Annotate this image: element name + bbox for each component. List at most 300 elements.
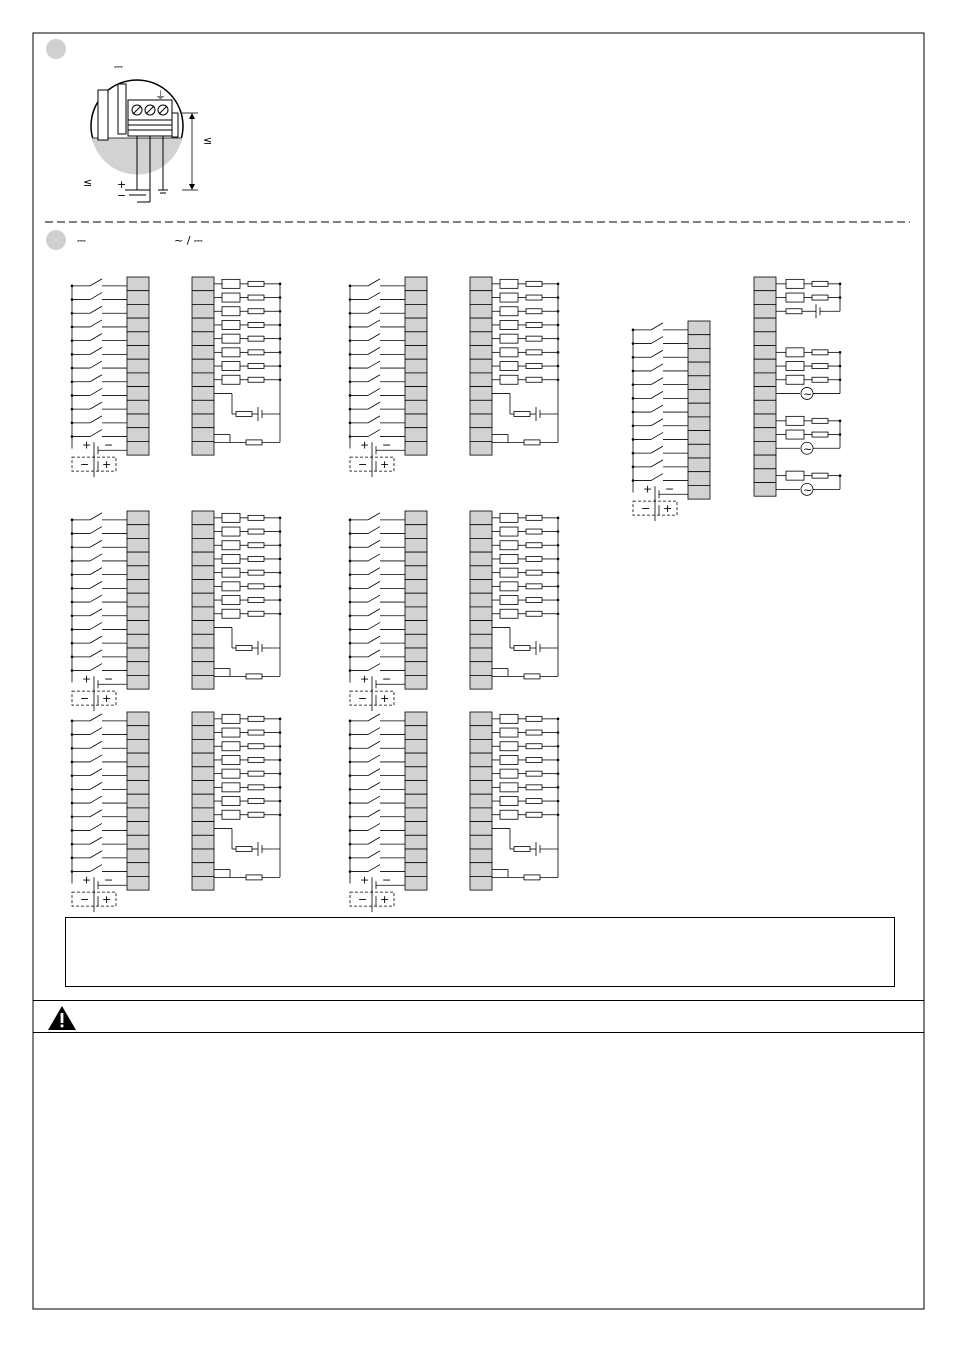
- load-box: [786, 348, 804, 357]
- terminal: [127, 849, 149, 863]
- wire: [368, 650, 380, 657]
- fuse: [526, 515, 542, 520]
- dc-symbol-top: ⎓: [114, 60, 123, 73]
- terminal: [127, 822, 149, 836]
- wire: [368, 664, 380, 671]
- wire: [90, 293, 102, 300]
- terminal: [405, 304, 427, 318]
- terminal: [470, 387, 492, 401]
- plus-sign: +: [82, 438, 92, 452]
- load-box: [786, 430, 804, 439]
- wire: [90, 714, 102, 721]
- terminal: [754, 277, 776, 291]
- terminal: [127, 359, 149, 373]
- minus-sign: −: [80, 458, 90, 472]
- terminal: [754, 455, 776, 469]
- fuse: [248, 556, 264, 561]
- fuse: [526, 611, 542, 616]
- fuse: [526, 757, 542, 762]
- wire: [90, 622, 102, 629]
- fuse: [248, 771, 264, 776]
- terminal: [127, 739, 149, 753]
- terminal: [405, 712, 427, 726]
- terminal: [405, 634, 427, 648]
- wire: [368, 334, 380, 341]
- load-box: [500, 797, 518, 806]
- terminal: [470, 675, 492, 689]
- terminal: [754, 428, 776, 442]
- terminal: [192, 781, 214, 795]
- terminal: [405, 675, 427, 689]
- terminal: [127, 277, 149, 291]
- minus-sign: −: [80, 692, 90, 706]
- fuse: [526, 570, 542, 575]
- terminal: [127, 291, 149, 305]
- fuse: [526, 730, 542, 735]
- terminal: [405, 876, 427, 890]
- terminal: [470, 318, 492, 332]
- terminal: [470, 863, 492, 877]
- terminal: [127, 387, 149, 401]
- wiring-diagrams: [71, 277, 842, 912]
- max-length-symbol-left: ≤: [83, 176, 93, 189]
- minus-sign: −: [382, 873, 392, 887]
- warning-bar: [33, 1000, 924, 1033]
- plus-sign: +: [380, 692, 390, 706]
- terminal: [127, 835, 149, 849]
- terminal: [470, 726, 492, 740]
- fuse: [524, 674, 540, 679]
- fuse: [526, 350, 542, 355]
- terminal: [405, 781, 427, 795]
- fuse: [246, 674, 262, 679]
- wire: [368, 823, 380, 830]
- terminal: [470, 781, 492, 795]
- terminal: [127, 794, 149, 808]
- terminal: [405, 318, 427, 332]
- load-box: [500, 609, 518, 618]
- terminal: [192, 822, 214, 836]
- plus-sign: +: [360, 672, 370, 686]
- terminal: [754, 387, 776, 401]
- wire: [368, 581, 380, 588]
- terminal: [192, 593, 214, 607]
- terminal: [688, 335, 710, 349]
- fuse: [526, 799, 542, 804]
- fuse: [248, 716, 264, 721]
- wire: [90, 810, 102, 817]
- fuse: [248, 757, 264, 762]
- load-box: [222, 783, 240, 792]
- terminal: [405, 593, 427, 607]
- terminal: [192, 634, 214, 648]
- terminal: [127, 511, 149, 525]
- output-module: [470, 277, 559, 455]
- terminal: [192, 675, 214, 689]
- load-box: [222, 348, 240, 357]
- fuse: [526, 744, 542, 749]
- terminal: [127, 580, 149, 594]
- fuse: [526, 785, 542, 790]
- terminal: [405, 753, 427, 767]
- terminal: [405, 525, 427, 539]
- wire: [651, 337, 663, 344]
- load-box: [500, 362, 518, 371]
- plus-sign: +: [102, 692, 112, 706]
- max-length-symbol-right: ≤: [203, 134, 213, 147]
- fuse: [526, 556, 542, 561]
- load-box: [222, 596, 240, 605]
- wire: [651, 378, 663, 385]
- wire: [90, 650, 102, 657]
- fuse: [526, 322, 542, 327]
- terminal: [192, 304, 214, 318]
- wire: [90, 796, 102, 803]
- terminal: [470, 277, 492, 291]
- wire: [651, 364, 663, 371]
- load-box: [500, 320, 518, 329]
- fuse: [236, 646, 252, 651]
- terminal: [754, 373, 776, 387]
- fuse: [248, 584, 264, 589]
- terminal: [688, 321, 710, 335]
- fuse: [526, 336, 542, 341]
- output-module: [470, 511, 559, 689]
- terminal: [405, 822, 427, 836]
- load-box: [500, 348, 518, 357]
- terminal: [688, 362, 710, 376]
- terminal: [192, 662, 214, 676]
- wire: [368, 416, 380, 423]
- wire: [368, 769, 380, 776]
- terminal: [754, 346, 776, 360]
- wire: [90, 741, 102, 748]
- load-box: [222, 554, 240, 563]
- terminal: [470, 794, 492, 808]
- load-box: [786, 471, 804, 480]
- load-box: [786, 375, 804, 384]
- terminal: [192, 359, 214, 373]
- terminal: [688, 485, 710, 499]
- terminal: [470, 662, 492, 676]
- wire: [651, 432, 663, 439]
- terminal: [470, 739, 492, 753]
- minus-sign: −: [358, 893, 368, 907]
- terminal: [127, 538, 149, 552]
- terminal: [470, 525, 492, 539]
- terminal: [470, 753, 492, 767]
- terminal: [127, 726, 149, 740]
- wire: [651, 446, 663, 453]
- wire: [368, 636, 380, 643]
- terminal: [688, 472, 710, 486]
- wire: [368, 796, 380, 803]
- load-box: [500, 769, 518, 778]
- fuse: [526, 543, 542, 548]
- fuse: [526, 309, 542, 314]
- wire: [90, 851, 102, 858]
- terminal: [192, 726, 214, 740]
- output-module: [192, 712, 281, 890]
- load-box: [222, 769, 240, 778]
- terminal: [754, 318, 776, 332]
- terminal: [127, 525, 149, 539]
- minus-sign: −: [104, 438, 114, 452]
- terminal: [470, 346, 492, 360]
- fuse: [248, 730, 264, 735]
- terminal: [192, 794, 214, 808]
- wire: [90, 782, 102, 789]
- ac-output-module: [754, 277, 841, 496]
- terminal: [127, 414, 149, 428]
- terminal: [405, 566, 427, 580]
- wire: [90, 554, 102, 561]
- terminal: [127, 332, 149, 346]
- fuse: [236, 847, 252, 852]
- load-box: [786, 362, 804, 371]
- terminal: [470, 304, 492, 318]
- terminal: [192, 318, 214, 332]
- fuse: [514, 412, 530, 417]
- terminal: [192, 428, 214, 442]
- terminal: [405, 863, 427, 877]
- fuse: [248, 570, 264, 575]
- minus-sign: −: [358, 458, 368, 472]
- wire: [368, 568, 380, 575]
- load-box: [500, 279, 518, 288]
- minus-sign: −: [104, 873, 114, 887]
- wire: [368, 755, 380, 762]
- terminal: [754, 304, 776, 318]
- minus-sign: −: [665, 482, 675, 496]
- fuse: [812, 281, 828, 286]
- wire: [90, 823, 102, 830]
- wire: [90, 581, 102, 588]
- fuse: [248, 598, 264, 603]
- load-box: [500, 541, 518, 550]
- wire: [90, 320, 102, 327]
- load-box: [500, 755, 518, 764]
- terminal: [405, 346, 427, 360]
- terminal: [192, 739, 214, 753]
- terminal: [192, 346, 214, 360]
- terminal: [127, 552, 149, 566]
- load-box: [786, 279, 804, 288]
- terminal: [470, 552, 492, 566]
- terminal: [754, 400, 776, 414]
- fuse: [526, 771, 542, 776]
- terminal: [405, 808, 427, 822]
- minus-sign: −: [104, 672, 114, 686]
- terminal: [470, 849, 492, 863]
- wire: [651, 460, 663, 467]
- wire: [368, 865, 380, 872]
- wire: [368, 320, 380, 327]
- terminal: [470, 414, 492, 428]
- wire: [651, 405, 663, 412]
- wire: [368, 609, 380, 616]
- wire: [368, 293, 380, 300]
- fuse: [248, 785, 264, 790]
- terminal: [192, 753, 214, 767]
- wire: [90, 837, 102, 844]
- minus-sign: −: [358, 692, 368, 706]
- plus-sign: +: [643, 482, 653, 496]
- terminal: [405, 648, 427, 662]
- terminal: [127, 863, 149, 877]
- plus-sign: +: [360, 438, 370, 452]
- fuse: [236, 412, 252, 417]
- terminal: [470, 441, 492, 455]
- terminal: [127, 712, 149, 726]
- fuse: [246, 440, 262, 445]
- wire: [368, 361, 380, 368]
- wire: [368, 810, 380, 817]
- terminal: [127, 753, 149, 767]
- terminal: [688, 403, 710, 417]
- terminal: [127, 346, 149, 360]
- terminal: [127, 373, 149, 387]
- terminal: [127, 662, 149, 676]
- terminal: [470, 373, 492, 387]
- wire: [368, 388, 380, 395]
- fuse: [812, 473, 828, 478]
- load-box: [222, 714, 240, 723]
- load-box: [222, 527, 240, 536]
- fuse: [526, 364, 542, 369]
- terminal: [405, 794, 427, 808]
- terminal: [754, 332, 776, 346]
- power-terminal-detail: [83, 60, 212, 202]
- terminal: [127, 634, 149, 648]
- wire: [651, 350, 663, 357]
- ac-source-symbol: ~: [803, 387, 813, 401]
- fuse: [786, 309, 802, 314]
- dc-symbol-header: ⎓: [77, 234, 86, 247]
- terminal: [405, 359, 427, 373]
- terminal: [127, 808, 149, 822]
- terminal: [192, 538, 214, 552]
- wire: [368, 741, 380, 748]
- wire: [368, 595, 380, 602]
- input-module: [71, 277, 149, 477]
- terminal: [470, 634, 492, 648]
- load-box: [222, 334, 240, 343]
- load-box: [500, 582, 518, 591]
- fuse: [526, 812, 542, 817]
- wire: [90, 430, 102, 437]
- ac-source-symbol: ~: [803, 483, 813, 497]
- terminal: [754, 414, 776, 428]
- fuse: [248, 515, 264, 520]
- wire: [90, 334, 102, 341]
- wire: [368, 540, 380, 547]
- fuse: [526, 377, 542, 382]
- input-module: [349, 712, 427, 912]
- terminal: [127, 593, 149, 607]
- terminal: [127, 607, 149, 621]
- fuse: [248, 744, 264, 749]
- load-box: [500, 783, 518, 792]
- terminal: [192, 767, 214, 781]
- terminal: [470, 835, 492, 849]
- terminal: [405, 662, 427, 676]
- terminal: [405, 538, 427, 552]
- wire: [368, 306, 380, 313]
- terminal: [405, 441, 427, 455]
- terminal: [470, 767, 492, 781]
- terminal: [127, 781, 149, 795]
- terminal: [192, 648, 214, 662]
- fuse: [526, 281, 542, 286]
- terminal: [405, 277, 427, 291]
- terminal: [405, 373, 427, 387]
- load-box: [786, 293, 804, 302]
- minus-sign: −: [382, 672, 392, 686]
- fuse: [514, 847, 530, 852]
- load-box: [222, 728, 240, 737]
- plus-sign: +: [82, 672, 92, 686]
- terminal: [470, 580, 492, 594]
- fuse: [248, 529, 264, 534]
- wire: [90, 609, 102, 616]
- wire: [90, 347, 102, 354]
- wire: [368, 782, 380, 789]
- terminal: [688, 348, 710, 362]
- load-box: [500, 742, 518, 751]
- terminal: [192, 277, 214, 291]
- terminal: [192, 808, 214, 822]
- load-box: [500, 334, 518, 343]
- terminal: [405, 414, 427, 428]
- terminal: [405, 511, 427, 525]
- wire: [368, 851, 380, 858]
- fuse: [248, 309, 264, 314]
- wire: [368, 554, 380, 561]
- load-box: [500, 714, 518, 723]
- fuse: [524, 875, 540, 880]
- terminal: [192, 863, 214, 877]
- plus-sign: +: [380, 893, 390, 907]
- wire: [90, 595, 102, 602]
- terminal: [405, 849, 427, 863]
- minus-sign: −: [382, 438, 392, 452]
- wire: [368, 375, 380, 382]
- plus-sign: +: [663, 502, 673, 516]
- load-box: [500, 728, 518, 737]
- terminal: [192, 876, 214, 890]
- wire: [368, 402, 380, 409]
- wire: [90, 388, 102, 395]
- terminal: [192, 607, 214, 621]
- terminal: [405, 739, 427, 753]
- input-module: [349, 511, 427, 711]
- terminal: [470, 400, 492, 414]
- load-box: [500, 554, 518, 563]
- terminal: [754, 441, 776, 455]
- fuse: [248, 364, 264, 369]
- wire: [90, 361, 102, 368]
- step-2-marker: [46, 230, 66, 250]
- wire: [90, 755, 102, 762]
- terminal: [192, 525, 214, 539]
- load-box: [222, 362, 240, 371]
- load-box: [500, 568, 518, 577]
- fuse: [526, 716, 542, 721]
- input-module: [349, 277, 427, 477]
- terminal: [470, 538, 492, 552]
- terminal: [127, 428, 149, 442]
